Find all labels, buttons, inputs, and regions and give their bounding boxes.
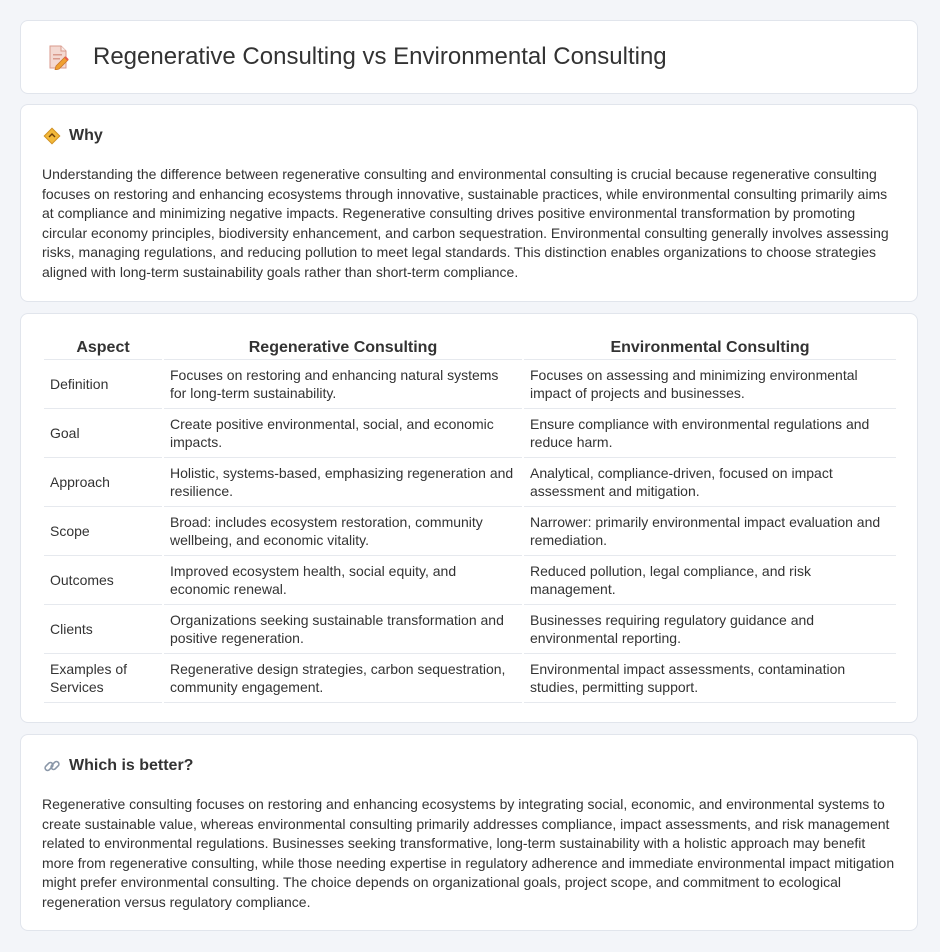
table-row xyxy=(44,458,896,507)
aspect-cell: Goal xyxy=(44,409,162,458)
regenerative-cell: Broad: includes ecosystem restoration, community wellbeing, and economic vitality. xyxy=(164,507,522,556)
aspect-cell: Approach xyxy=(44,458,162,507)
environmental-cell: Reduced pollution, legal compliance, and risk management. xyxy=(524,556,896,605)
diamond-sign-icon xyxy=(43,127,61,145)
regenerative-cell: Organizations seeking sustainable transformation and positive regeneration. xyxy=(164,605,522,654)
environmental-cell: Environmental impact assessments, contamination studies, permitting support. xyxy=(524,654,896,703)
regenerative-cell: Regenerative design strategies, carbon sequestration, community engagement. xyxy=(164,654,522,703)
table-row xyxy=(44,605,896,654)
document-pencil-icon xyxy=(47,44,71,70)
column-header-environmental: Environmental Consulting xyxy=(524,335,896,360)
why-text: Understanding the difference between regenerative consulting and environmental consulting is crucial because regenerative consulting focuses on restoring and enhancing ecosystems through innovative, sustainable practices, while environmental consulting primarily aims at compliance and minimizing negative impacts. Regenerative consulting drives positive environmental transformation by promoting circular economy principles, biodiversity enhancement, and carbon sequestration. Environmental consulting generally involves assessing risks, managing regulations, and reducing pollution to meet legal standards. This distinction enables organizations to choose strategies aligned with long-term sustainability goals rather than short-term compliance. xyxy=(42,166,889,280)
better-title: Which is better? xyxy=(69,757,194,774)
table-row xyxy=(44,507,896,556)
better-text: Regenerative consulting focuses on restoring and enhancing ecosystems by integrating social, economic, and environmental systems to create sustainable value, whereas environmental consulting primarily addresses compliance, impact assessments, and risk management related to environmental regulations. Businesses seeking transformative, long-term sustainability with a holistic approach may benefit more from regenerative consulting, while those needing expertise in regulatory adherence and immediate environmental impact mitigation might prefer environmental consulting. The choice depends on organizational goals, project scope, and commitment to ecological regeneration versus regulatory compliance. xyxy=(42,796,895,910)
regenerative-cell: Improved ecosystem health, social equity, and economic renewal. xyxy=(164,556,522,605)
table-row xyxy=(44,360,896,409)
why-title: Why xyxy=(69,127,103,144)
which-is-better-section xyxy=(20,734,918,931)
table-header-row xyxy=(44,335,896,360)
regenerative-cell: Holistic, systems-based, emphasizing regeneration and resilience. xyxy=(164,458,522,507)
table-row xyxy=(44,409,896,458)
comparison-table xyxy=(42,335,898,703)
table-row xyxy=(44,556,896,605)
regenerative-cell: Focuses on restoring and enhancing natural systems for long-term sustainability. xyxy=(164,360,522,409)
aspect-cell: Examples of Services xyxy=(44,654,162,703)
environmental-cell: Focuses on assessing and minimizing environmental impact of projects and businesses. xyxy=(524,360,896,409)
link-icon xyxy=(43,757,61,775)
environmental-cell: Ensure compliance with environmental regulations and reduce harm. xyxy=(524,409,896,458)
comparison-card xyxy=(20,313,918,723)
environmental-cell: Narrower: primarily environmental impact evaluation and remediation. xyxy=(524,507,896,556)
page-title: Regenerative Consulting vs Environmental Consulting xyxy=(93,43,667,70)
aspect-cell: Clients xyxy=(44,605,162,654)
page-header xyxy=(47,43,667,71)
why-section xyxy=(20,104,918,302)
environmental-cell: Analytical, compliance-driven, focused on impact assessment and mitigation. xyxy=(524,458,896,507)
table-row xyxy=(44,654,896,703)
better-heading xyxy=(43,757,193,775)
regenerative-cell: Create positive environmental, social, and economic impacts. xyxy=(164,409,522,458)
why-heading xyxy=(43,127,103,145)
aspect-cell: Scope xyxy=(44,507,162,556)
column-header-regenerative: Regenerative Consulting xyxy=(164,335,522,360)
column-header-aspect: Aspect xyxy=(44,335,162,360)
environmental-cell: Businesses requiring regulatory guidance and environmental reporting. xyxy=(524,605,896,654)
header-card xyxy=(20,20,918,94)
aspect-cell: Definition xyxy=(44,360,162,409)
aspect-cell: Outcomes xyxy=(44,556,162,605)
